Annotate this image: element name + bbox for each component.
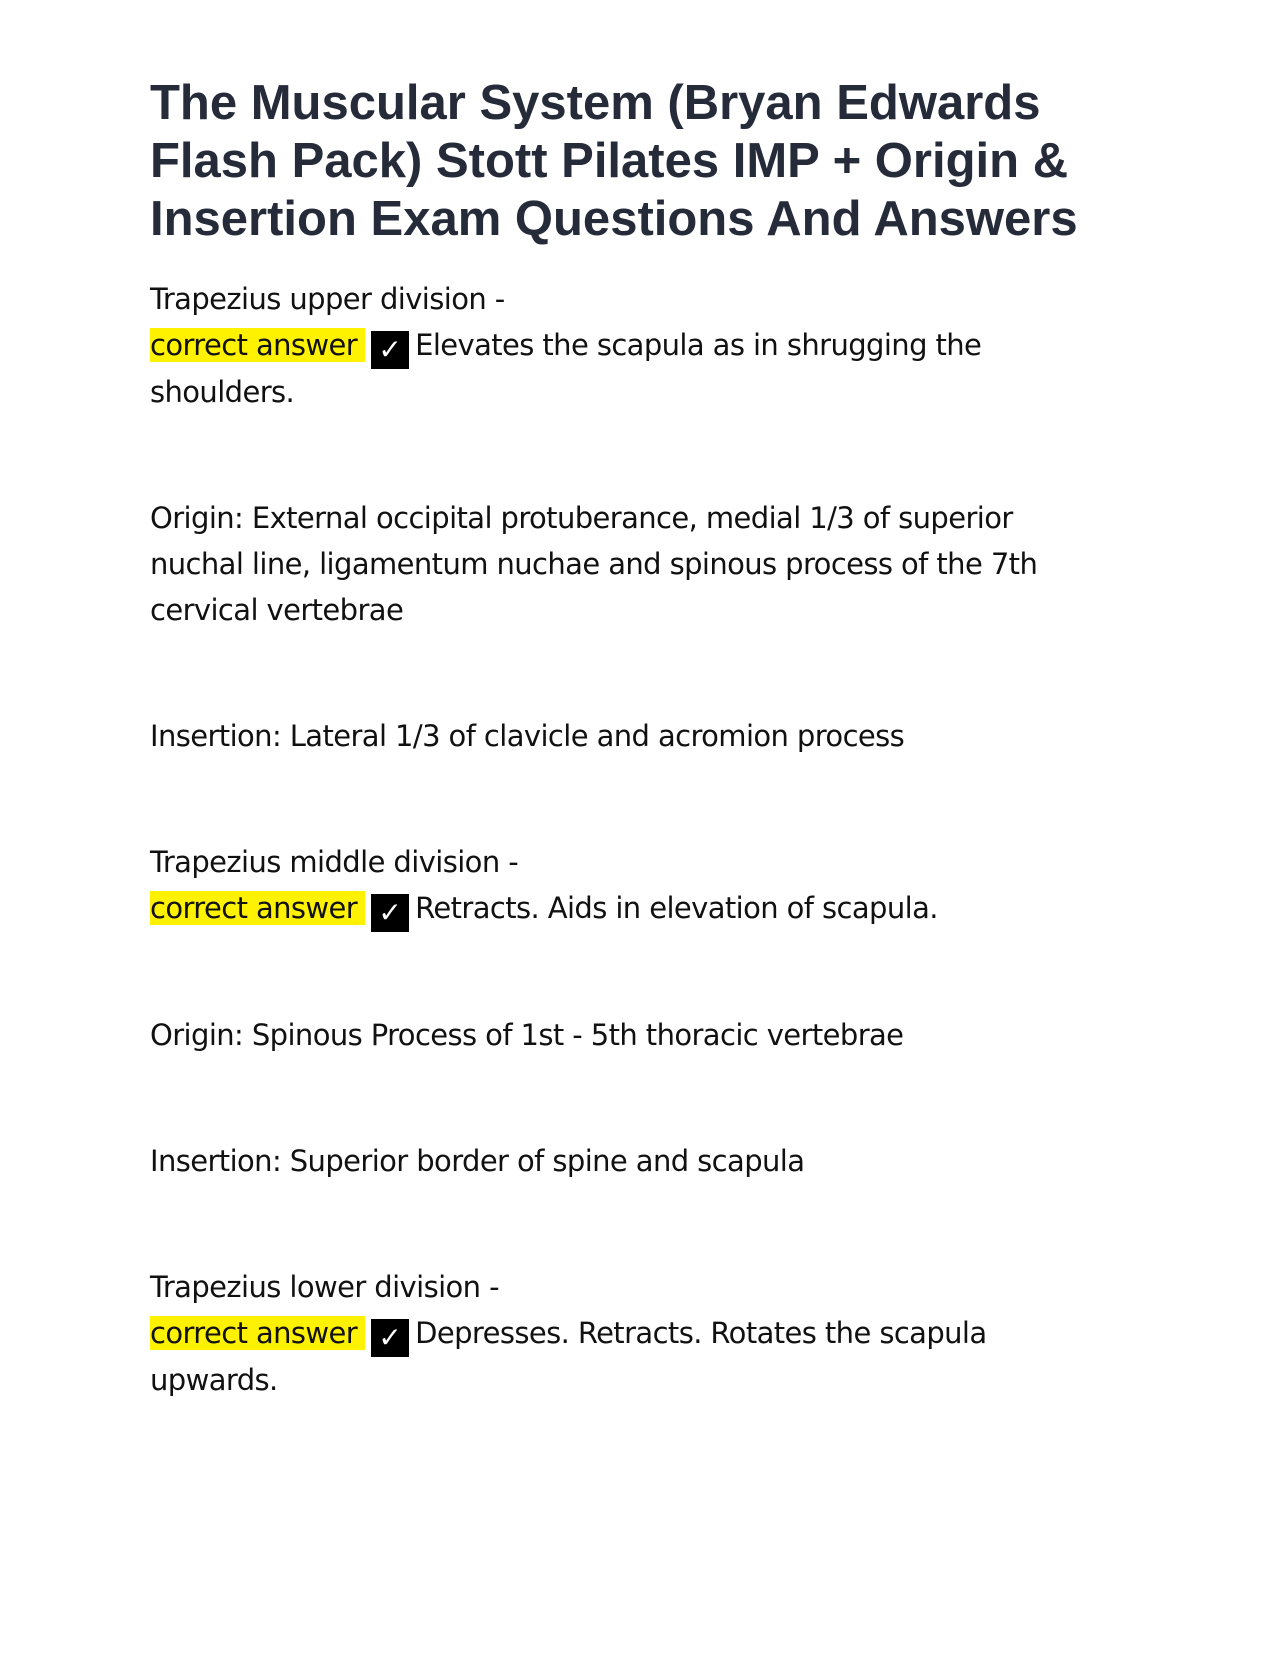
qa-entry-middle-division (150, 839, 1110, 932)
answer-text: Elevates the scapula as in shrugging the shoulders. (150, 328, 982, 409)
question-text: Trapezius middle division - (150, 845, 519, 879)
question-text: Trapezius lower division - (150, 1270, 499, 1304)
question-text: Trapezius upper division - (150, 282, 505, 316)
document-content (150, 74, 1110, 1403)
qa-entry-lower-division (150, 1264, 1110, 1403)
checkmark-icon: ✓ (371, 1319, 409, 1357)
qa-entry-upper-division (150, 276, 1110, 415)
checkmark-icon: ✓ (371, 331, 409, 369)
correct-answer-highlight: correct answer (150, 1316, 365, 1350)
document-title: The Muscular System (Bryan Edwards Flash Pack) Stott Pilates IMP + Origin & Insertion Exam Questions And Answers (150, 76, 1078, 246)
insertion-paragraph: Insertion: Superior border of spine and scapula (150, 1144, 805, 1178)
checkmark-icon: ✓ (371, 894, 409, 932)
answer-line (150, 1310, 1110, 1403)
origin-paragraph: Origin: Spinous Process of 1st - 5th thoracic vertebrae (150, 1018, 904, 1052)
insertion-paragraph: Insertion: Lateral 1/3 of clavicle and acromion process (150, 719, 905, 753)
answer-line (150, 885, 1110, 932)
correct-answer-highlight: correct answer (150, 328, 365, 362)
answer-text: Depresses. Retracts. Rotates the scapula upwards. (150, 1316, 987, 1397)
answer-text: Retracts. Aids in elevation of scapula. (415, 891, 938, 925)
correct-answer-highlight: correct answer (150, 891, 365, 925)
answer-line (150, 322, 1110, 415)
origin-paragraph: Origin: External occipital protuberance, medial 1/3 of superior nuchal line, ligamentum nuchae and spinous process of the 7th cervical vertebrae (150, 501, 1038, 627)
